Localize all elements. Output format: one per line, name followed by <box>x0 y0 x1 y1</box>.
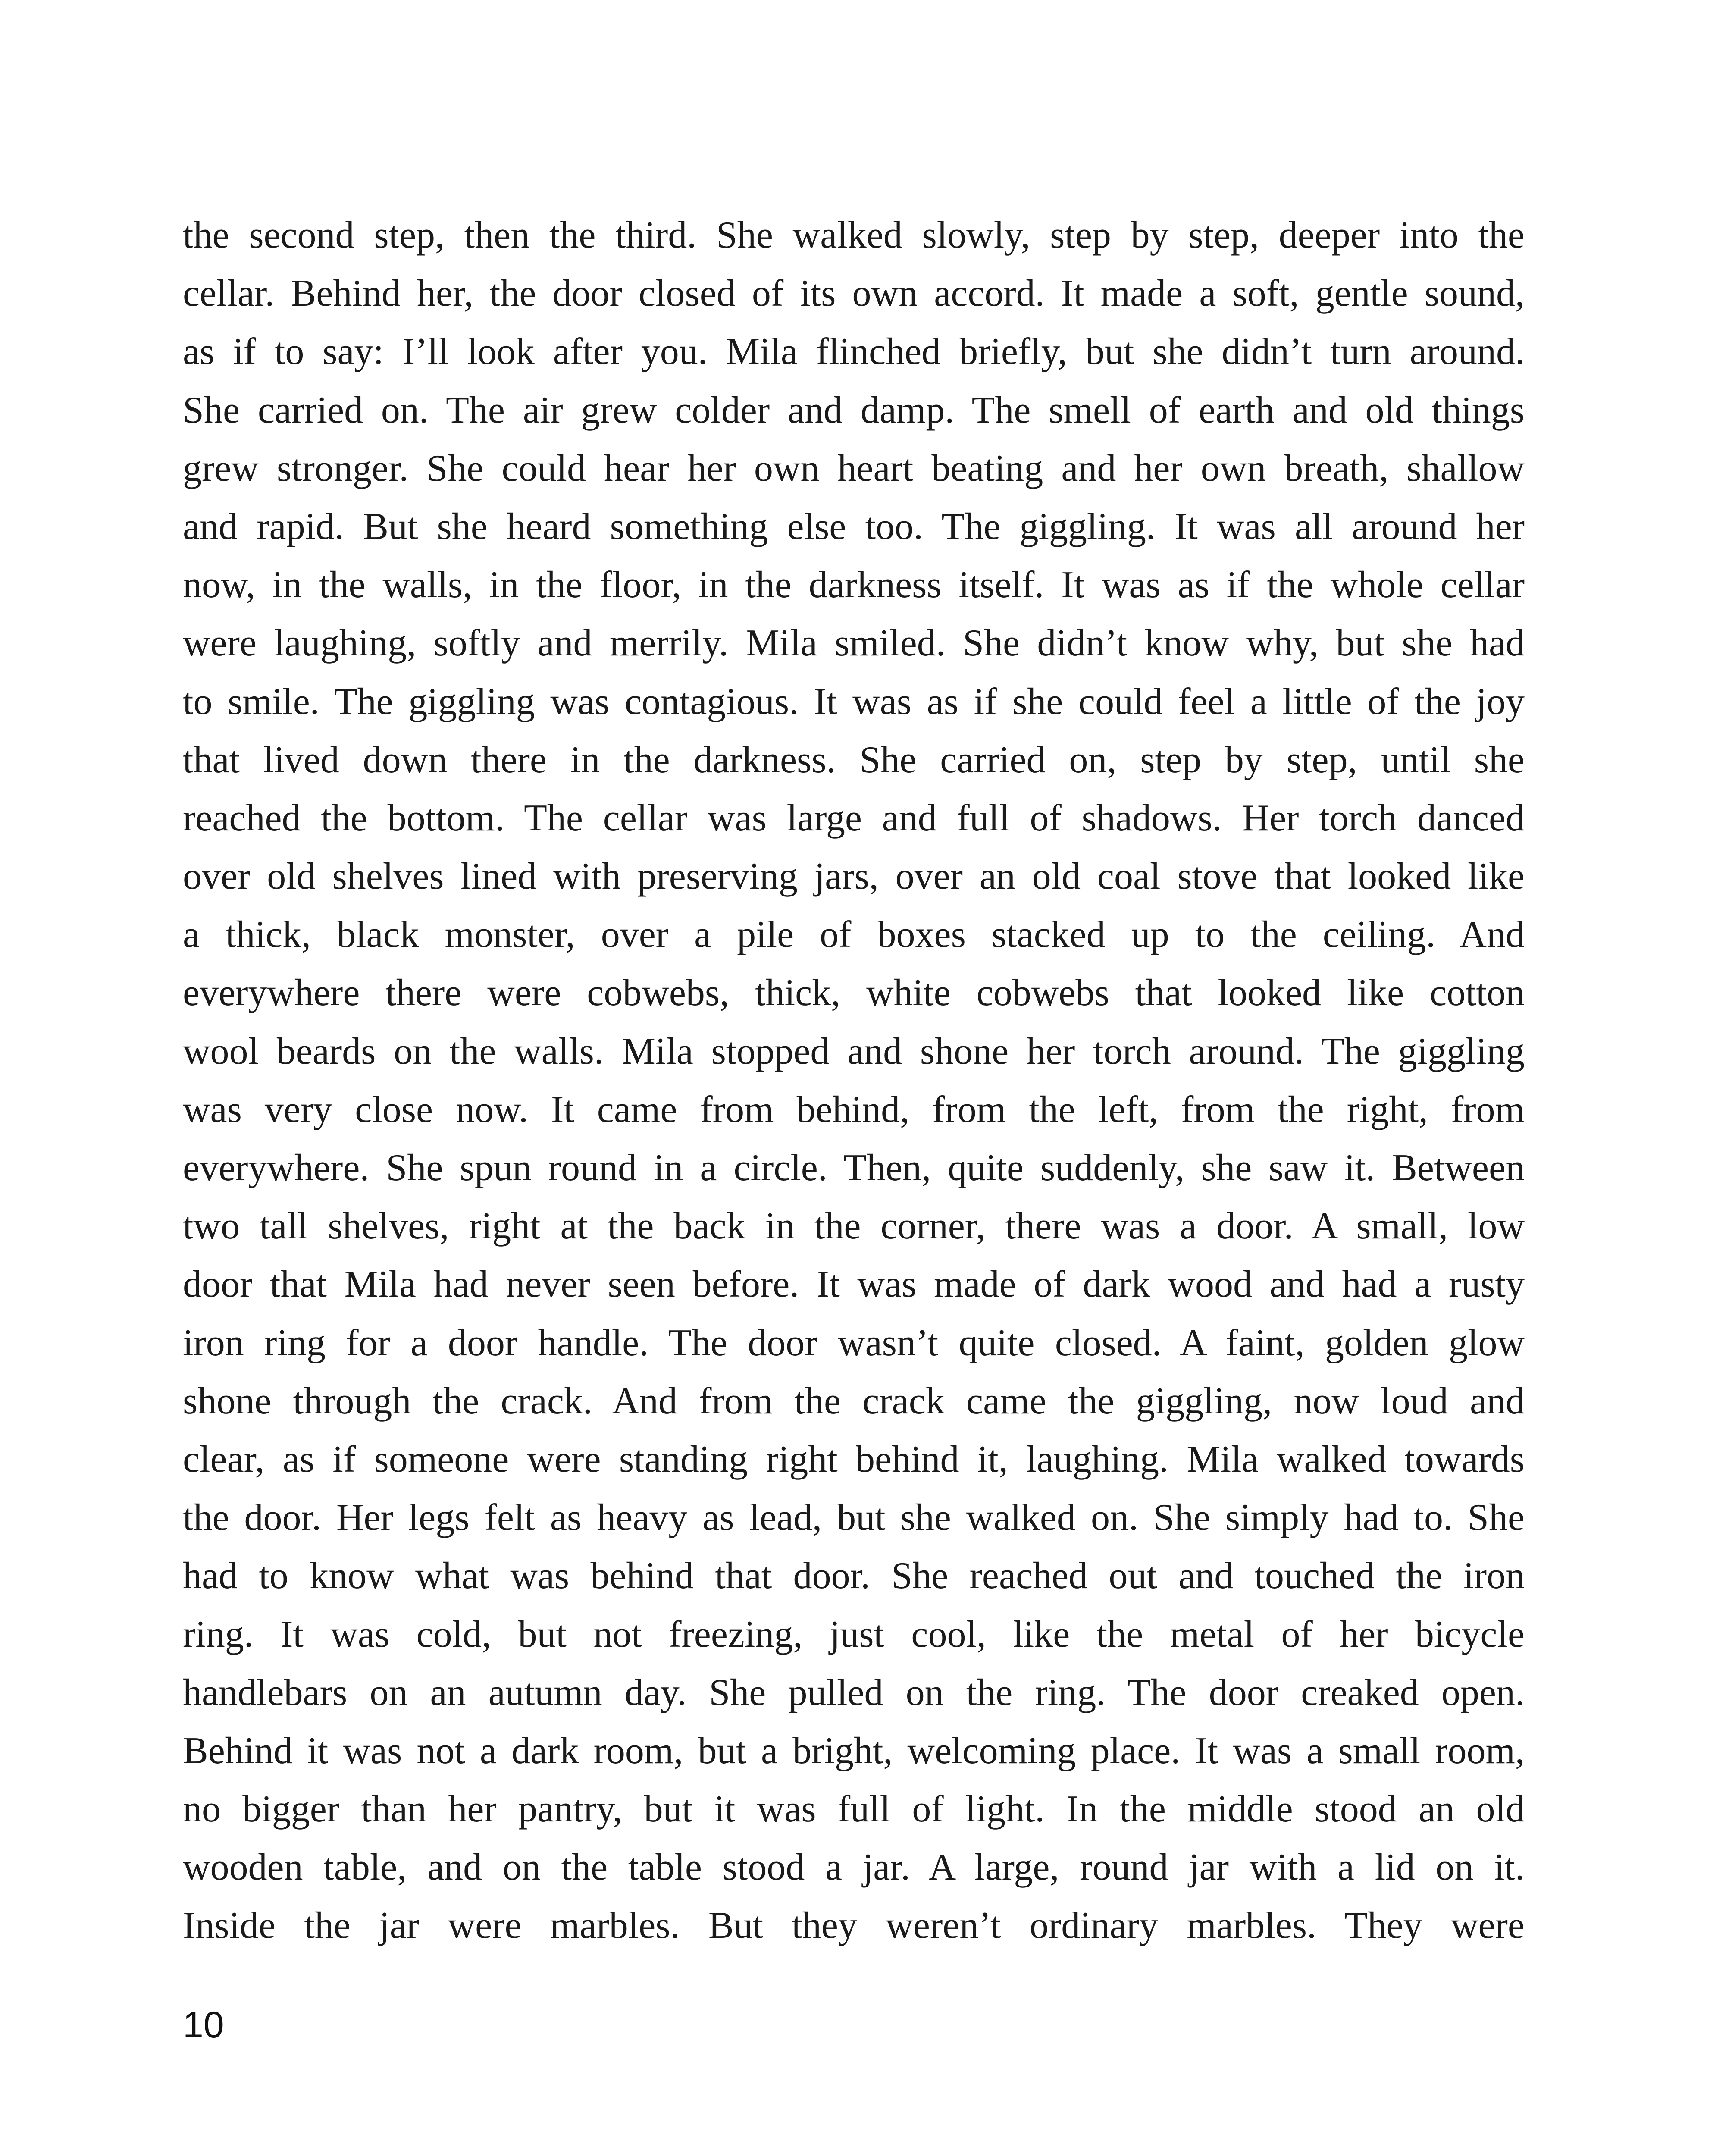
text-line: She carried on. The air grew colder and damp. The smell of earth and old things <box>183 389 1525 431</box>
text-line: the door. Her legs felt as heavy as lead, but she walked on. She simply had to. She <box>183 1497 1525 1539</box>
text-line: as if to say: I’ll look after you. Mila flinched briefly, but she didn’t turn around. <box>183 331 1525 373</box>
text-line: the second step, then the third. She walked slowly, step by step, deeper into the <box>183 214 1525 256</box>
text-line: wool beards on the walls. Mila stopped and shone her torch around. The giggling <box>183 1030 1525 1072</box>
text-line: had to know what was behind that door. She reached out and touched the iron <box>183 1555 1525 1597</box>
text-line: to smile. The giggling was contagious. It was as if she could feel a little of the joy <box>183 680 1525 723</box>
text-line: cellar. Behind her, the door closed of its own accord. It made a soft, gentle sound, <box>183 273 1525 315</box>
text-line: grew stronger. She could hear her own heart beating and her own breath, shallow <box>183 447 1525 489</box>
text-line: everywhere there were cobwebs, thick, white cobwebs that looked like cotton <box>183 972 1525 1014</box>
text-line: two tall shelves, right at the back in the corner, there was a door. A small, low <box>183 1205 1525 1247</box>
text-line: now, in the walls, in the floor, in the darkness itself. It was as if the whole cellar <box>183 564 1525 606</box>
text-line: reached the bottom. The cellar was large and full of shadows. Her torch danced <box>183 797 1525 839</box>
text-line: that lived down there in the darkness. She carried on, step by step, until she <box>183 739 1525 781</box>
text-line: and rapid. But she heard something else too. The giggling. It was all around her <box>183 505 1525 548</box>
text-line: Behind it was not a dark room, but a bright, welcoming place. It was a small room, <box>183 1730 1525 1772</box>
body-text <box>183 206 1525 1955</box>
text-line: clear, as if someone were standing right behind it, laughing. Mila walked towards <box>183 1438 1525 1480</box>
text-line: iron ring for a door handle. The door wasn’t quite closed. A faint, golden glow <box>183 1322 1525 1364</box>
text-line: everywhere. She spun round in a circle. Then, quite suddenly, she saw it. Between <box>183 1147 1525 1189</box>
text-line: door that Mila had never seen before. It was made of dark wood and had a rusty <box>183 1263 1525 1306</box>
text-line: over old shelves lined with preserving jars, over an old coal stove that looked like <box>183 856 1525 898</box>
text-line: Inside the jar were marbles. But they weren’t ordinary marbles. They were <box>183 1905 1525 1947</box>
page-number: 10 <box>183 2004 224 2046</box>
text-line: a thick, black monster, over a pile of boxes stacked up to the ceiling. And <box>183 914 1525 956</box>
text-line: was very close now. It came from behind, from the left, from the right, from <box>183 1088 1525 1131</box>
text-line: ring. It was cold, but not freezing, just cool, like the metal of her bicycle <box>183 1613 1525 1655</box>
text-line: shone through the crack. And from the crack came the giggling, now loud and <box>183 1380 1525 1422</box>
text-line: handlebars on an autumn day. She pulled on the ring. The door creaked open. <box>183 1671 1525 1714</box>
text-line: wooden table, and on the table stood a jar. A large, round jar with a lid on it. <box>183 1846 1525 1889</box>
text-line: were laughing, softly and merrily. Mila smiled. She didn’t know why, but she had <box>183 622 1525 664</box>
text-line: no bigger than her pantry, but it was full of light. In the middle stood an old <box>183 1788 1525 1830</box>
